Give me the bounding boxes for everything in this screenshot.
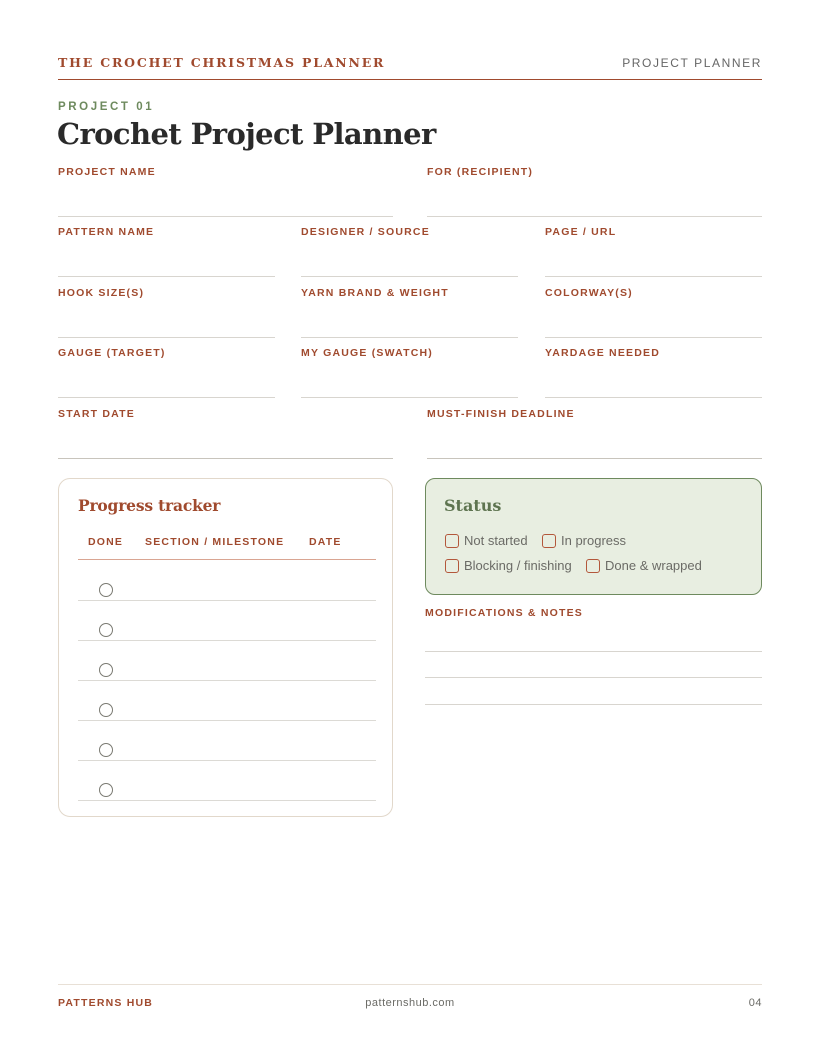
notes-line[interactable] xyxy=(425,677,762,678)
done-circle-icon[interactable] xyxy=(99,663,113,677)
designer-source-label: DESIGNER / SOURCE xyxy=(301,226,430,238)
pattern-name-field[interactable] xyxy=(58,226,275,277)
status-option-in-progress[interactable] xyxy=(542,533,626,548)
colorways-label: COLORWAY(S) xyxy=(545,287,633,299)
status-title: Status xyxy=(444,496,502,515)
colorways-field[interactable] xyxy=(545,287,762,338)
yarn-brand-weight-label: YARN BRAND & WEIGHT xyxy=(301,287,449,299)
checkbox-icon[interactable] xyxy=(445,534,459,548)
my-gauge-field[interactable] xyxy=(301,347,518,398)
yarn-brand-weight-field[interactable] xyxy=(301,287,518,338)
status-option-blocking[interactable] xyxy=(445,558,572,573)
status-option-label: Not started xyxy=(464,533,528,548)
section-label: PROJECT PLANNER xyxy=(622,56,762,70)
section-column-header: SECTION / MILESTONE xyxy=(145,536,285,548)
tracker-row[interactable] xyxy=(78,560,376,601)
checkbox-icon[interactable] xyxy=(586,559,600,573)
yardage-needed-field[interactable] xyxy=(545,347,762,398)
recipient-field[interactable] xyxy=(427,166,762,217)
done-circle-icon[interactable] xyxy=(99,623,113,637)
footer-divider xyxy=(58,984,762,985)
hook-sizes-label: HOOK SIZE(S) xyxy=(58,287,145,299)
footer-brand: PATTERNS HUB xyxy=(58,997,154,1009)
yardage-needed-label: YARDAGE NEEDED xyxy=(545,347,661,359)
recipient-label: FOR (RECIPIENT) xyxy=(427,166,534,178)
header-divider xyxy=(58,79,762,80)
gauge-target-label: GAUGE (TARGET) xyxy=(58,347,166,359)
tracker-row[interactable] xyxy=(78,760,376,801)
start-date-field[interactable] xyxy=(58,408,393,459)
notes-line[interactable] xyxy=(425,651,762,652)
project-number: PROJECT 01 xyxy=(58,101,155,113)
done-circle-icon[interactable] xyxy=(99,583,113,597)
project-name-field[interactable] xyxy=(58,166,393,217)
status-option-label: Done & wrapped xyxy=(605,558,702,573)
status-option-done-wrapped[interactable] xyxy=(586,558,702,573)
done-circle-icon[interactable] xyxy=(99,743,113,757)
pattern-name-label: PATTERN NAME xyxy=(58,226,155,238)
tracker-row[interactable] xyxy=(78,720,376,761)
page-number: 04 xyxy=(748,997,762,1009)
footer-website: patternshub.com xyxy=(365,997,455,1009)
date-column-header: DATE xyxy=(309,536,342,548)
tracker-row[interactable] xyxy=(78,600,376,641)
page-url-label: PAGE / URL xyxy=(545,226,617,238)
notes-label: MODIFICATIONS & NOTES xyxy=(425,607,584,619)
gauge-target-field[interactable] xyxy=(58,347,275,398)
hook-sizes-field[interactable] xyxy=(58,287,275,338)
progress-tracker-card xyxy=(58,478,393,817)
deadline-field[interactable] xyxy=(427,408,762,459)
tracker-row[interactable] xyxy=(78,680,376,721)
status-option-not-started[interactable] xyxy=(445,533,528,548)
page-url-field[interactable] xyxy=(545,226,762,277)
tracker-row[interactable] xyxy=(78,640,376,681)
done-circle-icon[interactable] xyxy=(99,703,113,717)
progress-tracker-title: Progress tracker xyxy=(78,496,221,515)
planner-brand: THE CROCHET CHRISTMAS PLANNER xyxy=(58,55,386,70)
designer-source-field[interactable] xyxy=(301,226,518,277)
status-option-label: Blocking / finishing xyxy=(464,558,572,573)
done-column-header: DONE xyxy=(88,536,124,548)
start-date-label: START DATE xyxy=(58,408,135,420)
done-circle-icon[interactable] xyxy=(99,783,113,797)
page-title: Crochet Project Planner xyxy=(57,117,436,151)
deadline-label: MUST-FINISH DEADLINE xyxy=(427,408,575,420)
checkbox-icon[interactable] xyxy=(542,534,556,548)
my-gauge-label: MY GAUGE (SWATCH) xyxy=(301,347,434,359)
project-name-label: PROJECT NAME xyxy=(58,166,156,178)
status-option-label: In progress xyxy=(561,533,627,548)
notes-line[interactable] xyxy=(425,704,762,705)
checkbox-icon[interactable] xyxy=(445,559,459,573)
status-card xyxy=(425,478,762,595)
